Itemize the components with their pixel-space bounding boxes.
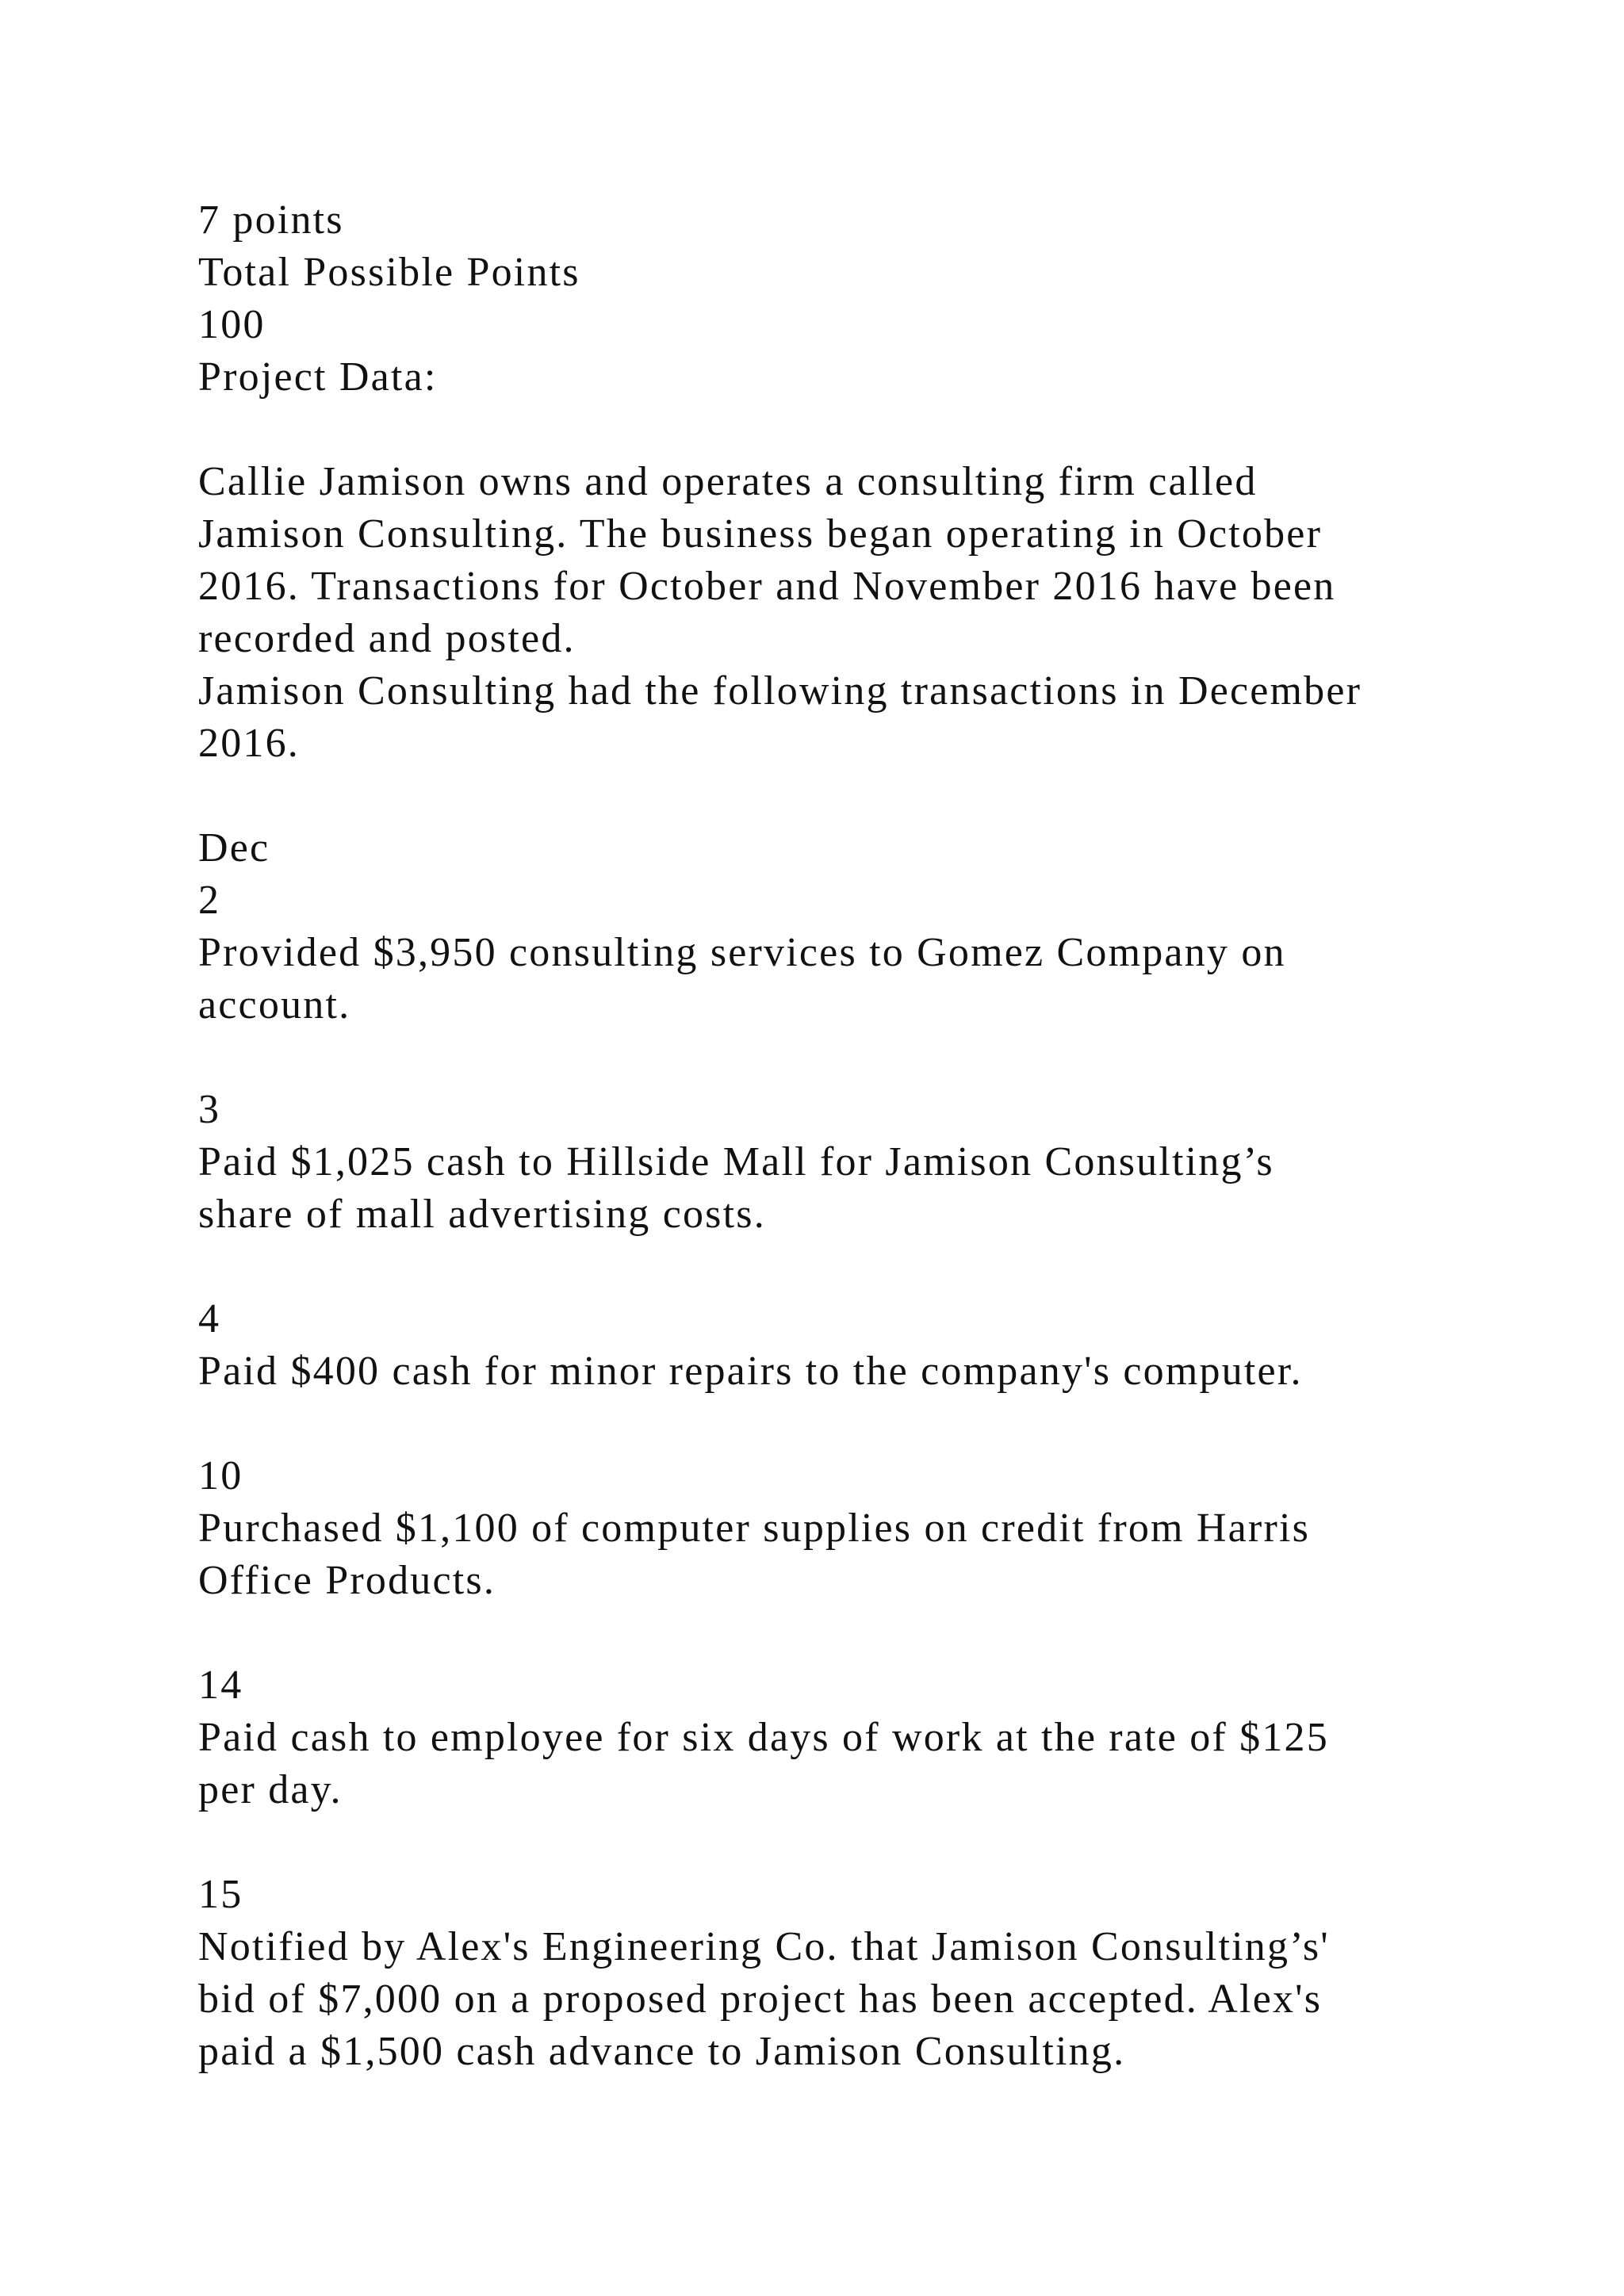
intro-line: Jamison Consulting had the following transactions in December <box>198 668 1362 714</box>
transaction-day: 2 <box>198 878 221 923</box>
transaction-text: Notified by Alex's Engineering Co. that Jamison Consulting’s' <box>198 1924 1330 1969</box>
intro-line: Jamison Consulting. The business began operating in October <box>198 511 1323 557</box>
transaction-day: 3 <box>198 1087 221 1132</box>
transaction-day: 10 <box>198 1453 243 1498</box>
spacer <box>198 1241 1499 1293</box>
transaction-month: Dec <box>198 825 270 871</box>
spacer <box>198 404 1499 456</box>
total-possible-points-value: 100 <box>198 302 266 347</box>
transaction-text: Paid $1,025 cash to Hillside Mall for Jamison Consulting’s <box>198 1139 1274 1184</box>
points-line: 7 points <box>198 197 344 243</box>
spacer <box>198 1031 1499 1084</box>
transaction-text: Office Products. <box>198 1558 496 1603</box>
intro-line: recorded and posted. <box>198 616 576 661</box>
spacer <box>198 1398 1499 1450</box>
transaction-day: 14 <box>198 1663 243 1708</box>
intro-line: Callie Jamison owns and operates a consulting firm called <box>198 459 1258 504</box>
transaction-text: paid a $1,500 cash advance to Jamison Consulting. <box>198 2029 1126 2074</box>
transaction-text: bid of $7,000 on a proposed project has been accepted. Alex's <box>198 1976 1323 2022</box>
transaction-day: 15 <box>198 1872 243 1917</box>
document-page <box>198 194 1499 2078</box>
transaction-text: Provided $3,950 consulting services to Gomez Company on <box>198 930 1286 975</box>
transaction-text: per day. <box>198 1767 343 1812</box>
transaction-day: 4 <box>198 1296 221 1341</box>
spacer <box>198 1816 1499 1869</box>
total-possible-points-label: Total Possible Points <box>198 250 580 295</box>
spacer <box>198 770 1499 822</box>
project-data-heading: Project Data: <box>198 354 438 400</box>
transaction-text: Paid cash to employee for six days of work at the rate of $125 <box>198 1715 1329 1760</box>
transaction-text: share of mall advertising costs. <box>198 1192 766 1237</box>
spacer <box>198 1607 1499 1659</box>
intro-line: 2016. Transactions for October and November 2016 have been <box>198 564 1336 609</box>
transaction-text: Paid $400 cash for minor repairs to the company's computer. <box>198 1349 1303 1394</box>
intro-line: 2016. <box>198 721 300 766</box>
transaction-text: Purchased $1,100 of computer supplies on credit from Harris <box>198 1506 1311 1551</box>
transaction-text: account. <box>198 982 351 1027</box>
